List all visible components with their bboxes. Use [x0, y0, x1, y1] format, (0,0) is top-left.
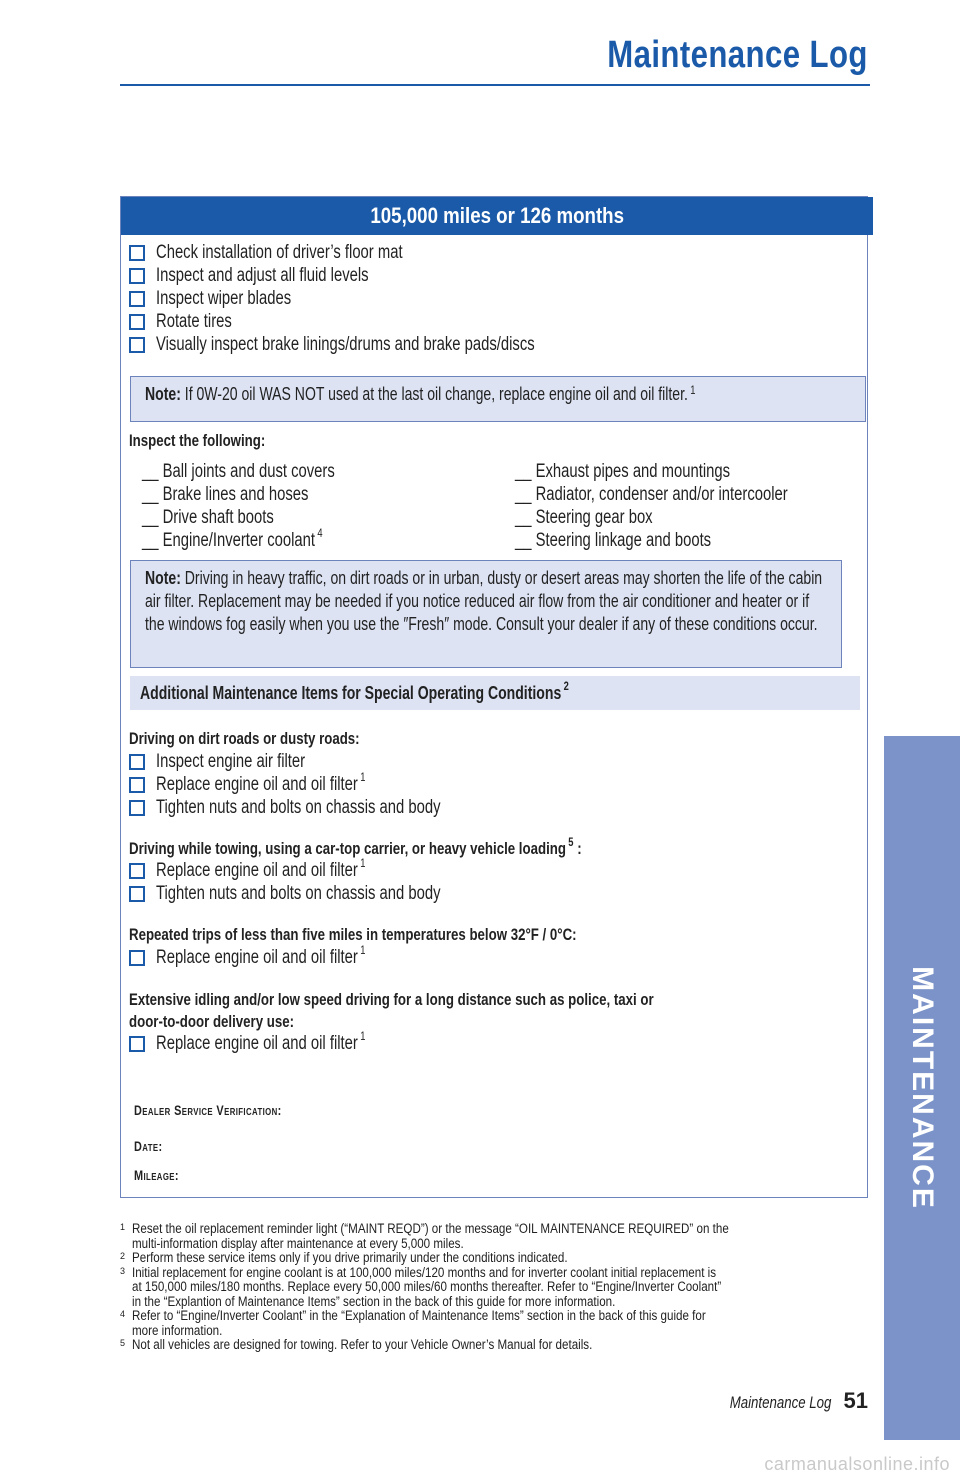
footnote-ref: 1	[360, 769, 366, 784]
checkbox[interactable]	[129, 754, 145, 770]
condition-checklist	[129, 1028, 424, 1055]
cabin-filter-note	[130, 560, 842, 668]
condition-heading: Driving while towing, using a car-top carrier, or heavy vehicle loading $^5$ :	[129, 835, 582, 858]
checklist-item: Replace engine oil and oil filter $^1$	[129, 946, 424, 969]
mileage-label: Mileage:	[134, 1167, 179, 1183]
footer-label: Maintenance Log	[729, 1393, 832, 1412]
checkbox[interactable]	[129, 863, 145, 879]
date-label: Date:	[134, 1138, 163, 1154]
footnote-ref: 1	[360, 1028, 366, 1043]
special-conditions-bar: Additional Maintenance Items for Special Operating Conditions $^2$	[130, 676, 860, 710]
note-text: If 0W-20 oil WAS NOT used at the last oil change, replace engine oil and oil filter.	[184, 384, 688, 404]
condition-heading: Extensive idling and/or low speed driving for a long distance such as police, taxi or	[129, 990, 654, 1009]
inspect-item: __ Drive shaft boots	[142, 507, 274, 528]
side-tab-label: MAINTENANCE	[906, 966, 939, 1210]
title-divider	[120, 84, 870, 86]
checkbox[interactable]	[129, 314, 145, 330]
maintenance-box	[120, 196, 868, 1198]
checkbox[interactable]	[129, 800, 145, 816]
interval-header: 105,000 miles or 126 months	[121, 197, 873, 235]
condition-heading-cont: door-to-door delivery use:	[129, 1012, 295, 1031]
checklist-item: Check installation of driver’s floor mat	[129, 241, 641, 264]
inspect-list-left	[142, 461, 389, 553]
note-label: Note:	[145, 568, 181, 588]
checkbox[interactable]	[129, 950, 145, 966]
condition-checklist	[129, 855, 521, 905]
page-number: 51	[843, 1388, 868, 1413]
checklist-item: Replace engine oil and oil filter $^1$	[129, 1032, 424, 1055]
dealer-verification-label: Dealer Service Verification:	[134, 1102, 282, 1118]
footnote: 2 Perform these service items only if you drive primarily under the conditions indicated.	[120, 1250, 568, 1265]
checklist-item: Replace engine oil and oil filter $^1$	[129, 773, 521, 796]
oil-note	[130, 376, 866, 422]
footnote-ref: 1	[360, 942, 366, 957]
footnote-ref: 1	[690, 383, 696, 397]
checkbox[interactable]	[129, 291, 145, 307]
inspect-item: __ Ball joints and dust covers	[142, 461, 335, 482]
checkbox[interactable]	[129, 337, 145, 353]
footnote-ref: 2	[563, 678, 569, 693]
checkbox[interactable]	[129, 245, 145, 261]
checklist-item: Tighten nuts and bolts on chassis and body	[129, 882, 521, 905]
footnote-ref: 4	[317, 526, 323, 540]
checklist-item: Inspect and adjust all fluid levels	[129, 264, 641, 287]
inspect-heading: Inspect the following:	[129, 431, 266, 450]
section-side-tab[interactable]	[884, 736, 960, 1440]
checklist-item: Inspect engine air filter	[129, 750, 521, 773]
footnote: 3 Initial replacement for engine coolant is at 100,000 miles/120 months and for inverter coolant initial replacement is at 150,000 miles/180 months. Replace every 50,000 miles/60 months thereafter. Refer to “Engine/Inverter Coolant” in the “Explantion of Maintenance Items” section in the back of this guide for more information.	[120, 1264, 722, 1309]
service-checklist	[129, 241, 641, 356]
checklist-item: Rotate tires	[129, 310, 641, 333]
checkbox[interactable]	[129, 777, 145, 793]
checkbox[interactable]	[129, 886, 145, 902]
inspect-item: __ Brake lines and hoses	[142, 484, 309, 505]
page-title: Maintenance Log	[607, 34, 868, 76]
condition-checklist	[129, 942, 424, 969]
inspect-item: __ Engine/Inverter coolant $^4$	[142, 526, 323, 551]
footnote-ref: 1	[360, 855, 366, 870]
checklist-item: Visually inspect brake linings/drums and brake pads/discs	[129, 333, 641, 356]
inspect-item: __ Steering gear box	[515, 507, 653, 528]
checklist-item: Tighten nuts and bolts on chassis and body	[129, 796, 521, 819]
checklist-item: Replace engine oil and oil filter $^1$	[129, 859, 521, 882]
watermark: carmanualsonline.info	[764, 1454, 950, 1474]
note-label: Note:	[145, 384, 181, 404]
footnotes	[120, 1222, 870, 1353]
checklist-item: Inspect wiper blades	[129, 287, 641, 310]
inspect-item: __ Steering linkage and boots	[515, 530, 712, 551]
inspect-item: __ Radiator, condenser and/or intercooler	[515, 484, 788, 505]
footnote-ref: 5	[568, 835, 574, 849]
page-footer	[701, 1388, 868, 1414]
inspect-item: __ Exhaust pipes and mountings	[515, 461, 731, 482]
footnote: 1 Reset the oil replacement reminder light (“MAINT REQD”) or the message “OIL MAINTENANCE REQUIRED” on the multi-information display after maintenance at every 5,000 miles.	[120, 1221, 729, 1251]
inspect-list-right	[515, 461, 865, 553]
note-text: Driving in heavy traffic, on dirt roads or in urban, dusty or desert areas may shorten the life of the cabin air filter. Replacement may be needed if you notice reduced air flow from the air conditioner and heater or if the windows fog easily when you use the ″Fresh″ mode. Consult your dealer if any of these conditions occur.	[145, 568, 823, 634]
footnote: 5 Not all vehicles are designed for towing. Refer to your Vehicle Owner’s Manual for details.	[120, 1337, 593, 1352]
condition-heading: Driving on dirt roads or dusty roads:	[129, 729, 360, 748]
footnote: 4 Refer to “Engine/Inverter Coolant” in the “Explanation of Maintenance Items” section in the back of this guide for more information.	[120, 1308, 706, 1338]
condition-heading: Repeated trips of less than five miles in temperatures below 32°F / 0°C:	[129, 925, 577, 944]
checkbox[interactable]	[129, 1036, 145, 1052]
condition-checklist	[129, 750, 521, 819]
checkbox[interactable]	[129, 268, 145, 284]
